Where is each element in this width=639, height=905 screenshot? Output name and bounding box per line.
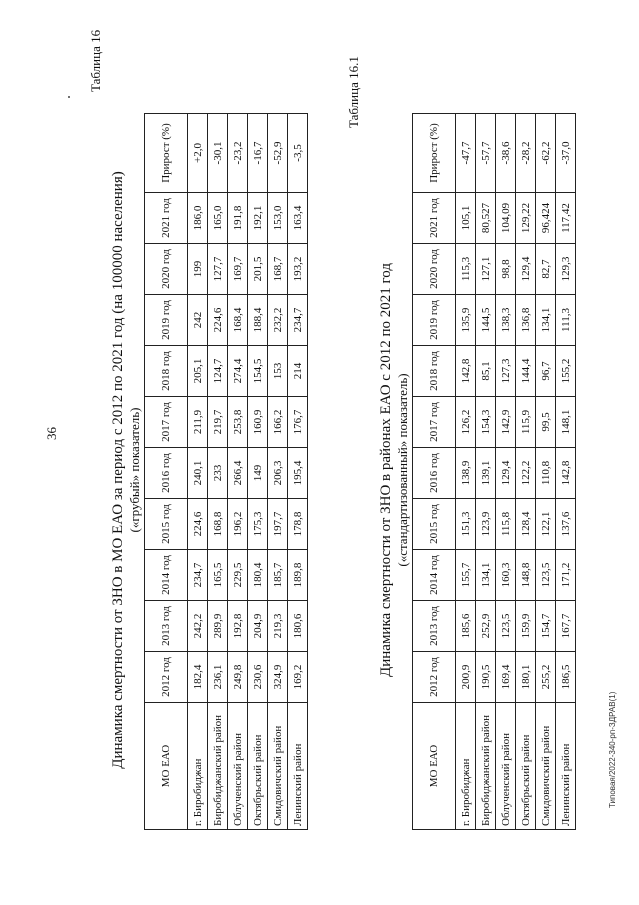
table-cell: 253,8 [228, 397, 248, 448]
table-cell: 176,7 [288, 397, 308, 448]
table-cell: 192,8 [228, 601, 248, 652]
row-label: Октябрьский район [248, 703, 268, 830]
table-cell: 122,1 [536, 499, 556, 550]
table-cell: 232,2 [268, 295, 288, 346]
header-row [145, 114, 188, 830]
table-cell: 180,1 [516, 652, 536, 703]
table-cell: 178,8 [288, 499, 308, 550]
table-cell: -37,0 [556, 114, 576, 193]
table-row [288, 114, 308, 830]
table-cell: 188,4 [248, 295, 268, 346]
table-cell: -16,7 [248, 114, 268, 193]
column-header: 2013 год [413, 601, 456, 652]
row-label: Смидовичский район [536, 703, 556, 830]
table-cell: 138,9 [456, 448, 476, 499]
table-cell: 163,4 [288, 193, 308, 244]
row-label: Биробиджанский район [208, 703, 228, 830]
table-cell: 160,9 [248, 397, 268, 448]
table-cell: 201,5 [248, 244, 268, 295]
table-cell: 195,4 [288, 448, 308, 499]
table-cell: 138,3 [496, 295, 516, 346]
table-row [456, 114, 476, 830]
table-cell: 129,4 [496, 448, 516, 499]
table-cell: 105,1 [456, 193, 476, 244]
header-row [413, 114, 456, 830]
row-label: Октябрьский район [516, 703, 536, 830]
table-cell: 192,1 [248, 193, 268, 244]
page-number: 36 [44, 427, 59, 440]
table-cell: 153 [268, 346, 288, 397]
table-cell: 249,8 [228, 652, 248, 703]
column-header: МО ЕАО [145, 703, 188, 830]
row-label: Ленинский район [288, 703, 308, 830]
table-cell: 196,2 [228, 499, 248, 550]
table-cell: 127,7 [208, 244, 228, 295]
table-cell: 96,7 [536, 346, 556, 397]
table-cell: -38,6 [496, 114, 516, 193]
table-cell: 96,424 [536, 193, 556, 244]
table-cell: 142,8 [556, 448, 576, 499]
row-label: г. Биробиджан [188, 703, 208, 830]
table-cell: 115,9 [516, 397, 536, 448]
table-cell: 240,1 [188, 448, 208, 499]
table16-title: Динамика смертности от ЗНО в МО ЕАО за период с 2012 по 2021 год (на 100000 населения) [110, 171, 126, 769]
table-row [556, 114, 576, 830]
table-cell: 134,1 [476, 550, 496, 601]
table-row [476, 114, 496, 830]
table-cell: 169,4 [496, 652, 516, 703]
table-cell: 155,2 [556, 346, 576, 397]
table-cell: 154,5 [248, 346, 268, 397]
table-cell: 129,3 [556, 244, 576, 295]
column-header: 2014 год [145, 550, 188, 601]
table-cell: 137,6 [556, 499, 576, 550]
table-cell: 165,0 [208, 193, 228, 244]
table-cell: 123,9 [476, 499, 496, 550]
table-cell: 182,4 [188, 652, 208, 703]
column-header: Прирост (%) [413, 114, 456, 193]
column-header: Прирост (%) [145, 114, 188, 193]
table-cell: 233 [208, 448, 228, 499]
table-cell: 154,3 [476, 397, 496, 448]
table-cell: -47,7 [456, 114, 476, 193]
scan-dot [68, 96, 70, 98]
table-cell: 193,2 [288, 244, 308, 295]
table-cell: 155,7 [456, 550, 476, 601]
table-cell: 167,7 [556, 601, 576, 652]
table-cell: 211,9 [188, 397, 208, 448]
table-cell: 219,7 [208, 397, 228, 448]
column-header: 2012 год [413, 652, 456, 703]
table-row [188, 114, 208, 830]
table-row [516, 114, 536, 830]
column-header: 2015 год [413, 499, 456, 550]
row-label: Облученский район [496, 703, 516, 830]
table-cell: 160,3 [496, 550, 516, 601]
table-cell: 289,9 [208, 601, 228, 652]
table-cell: 171,2 [556, 550, 576, 601]
table-cell: 197,7 [268, 499, 288, 550]
footer-code: Типовая/2022-340-рп-ЗДРАВ(1) [608, 691, 617, 808]
column-header: 2020 год [145, 244, 188, 295]
table-cell: 204,9 [248, 601, 268, 652]
table-cell: 169,7 [228, 244, 248, 295]
table-cell: 255,2 [536, 652, 556, 703]
table-cell: 123,5 [496, 601, 516, 652]
column-header: 2018 год [145, 346, 188, 397]
table-cell: 148,1 [556, 397, 576, 448]
table-cell: 191,8 [228, 193, 248, 244]
table-cell: 128,4 [516, 499, 536, 550]
column-header: 2021 год [145, 193, 188, 244]
table-cell: 110,8 [536, 448, 556, 499]
table-cell: -23,2 [228, 114, 248, 193]
column-header: МО ЕАО [413, 703, 456, 830]
table161-title: Динамика смертности от ЗНО в районах ЕАО с 2012 по 2021 год [378, 263, 394, 677]
table-cell: 169,2 [288, 652, 308, 703]
table16-label: Таблица 16 [88, 29, 103, 92]
table-cell: 219,3 [268, 601, 288, 652]
column-header: 2016 год [145, 448, 188, 499]
table-cell: 122,2 [516, 448, 536, 499]
table-cell: 166,2 [268, 397, 288, 448]
table-cell: -52,9 [268, 114, 288, 193]
table-cell: 135,9 [456, 295, 476, 346]
table-cell: -30,1 [208, 114, 228, 193]
table-cell: 175,3 [248, 499, 268, 550]
table-cell: 115,3 [456, 244, 476, 295]
column-header: 2016 год [413, 448, 456, 499]
column-header: 2018 год [413, 346, 456, 397]
column-header: 2015 год [145, 499, 188, 550]
table-cell: -3,5 [288, 114, 308, 193]
table-row [248, 114, 268, 830]
table-cell: 168,8 [208, 499, 228, 550]
table-cell: 142,9 [496, 397, 516, 448]
table-cell: -62,2 [536, 114, 556, 193]
column-header: 2021 год [413, 193, 456, 244]
table-cell: 266,4 [228, 448, 248, 499]
table-cell: 168,4 [228, 295, 248, 346]
table161-block [378, 80, 578, 860]
table-cell: 168,7 [268, 244, 288, 295]
table-row [268, 114, 288, 830]
table-cell: 104,09 [496, 193, 516, 244]
table-cell: 136,8 [516, 295, 536, 346]
table-cell: 129,22 [516, 193, 536, 244]
table-cell: 274,4 [228, 346, 248, 397]
table-cell: 185,6 [456, 601, 476, 652]
table-cell: 111,3 [556, 295, 576, 346]
row-label: Ленинский район [556, 703, 576, 830]
table-cell: 82,7 [536, 244, 556, 295]
row-label: Биробиджанский район [476, 703, 496, 830]
table-cell: 139,1 [476, 448, 496, 499]
table-cell: 189,8 [288, 550, 308, 601]
table-cell: 151,3 [456, 499, 476, 550]
table-cell: 142,8 [456, 346, 476, 397]
table-row [208, 114, 228, 830]
table-cell: 129,4 [516, 244, 536, 295]
table-cell: 127,1 [476, 244, 496, 295]
table-cell: 165,5 [208, 550, 228, 601]
table-cell: 190,5 [476, 652, 496, 703]
column-header: 2020 год [413, 244, 456, 295]
table16 [144, 113, 308, 830]
table-cell: 200,9 [456, 652, 476, 703]
table-cell: 224,6 [188, 499, 208, 550]
table-cell: 242 [188, 295, 208, 346]
table-cell: 144,4 [516, 346, 536, 397]
table-cell: 80,527 [476, 193, 496, 244]
table-cell: 115,8 [496, 499, 516, 550]
table16-subtitle: («грубый» показатель) [127, 407, 142, 533]
table161 [412, 113, 576, 830]
table-cell: 149 [248, 448, 268, 499]
row-label: Облученский район [228, 703, 248, 830]
table-cell: 180,4 [248, 550, 268, 601]
table-cell: 148,8 [516, 550, 536, 601]
table-cell: 324,9 [268, 652, 288, 703]
table-cell: 230,6 [248, 652, 268, 703]
row-label: Смидовичский район [268, 703, 288, 830]
table-cell: 185,7 [268, 550, 288, 601]
column-header: 2017 год [145, 397, 188, 448]
table-cell: 126,2 [456, 397, 476, 448]
table-cell: 234,7 [288, 295, 308, 346]
table-cell: +2,0 [188, 114, 208, 193]
table-cell: 224,6 [208, 295, 228, 346]
table-row [228, 114, 248, 830]
table-cell: 205,1 [188, 346, 208, 397]
table-cell: 242,2 [188, 601, 208, 652]
table-row [536, 114, 556, 830]
table-cell: 236,1 [208, 652, 228, 703]
table-cell: 134,1 [536, 295, 556, 346]
column-header: 2013 год [145, 601, 188, 652]
table-cell: 123,5 [536, 550, 556, 601]
table-cell: 159,9 [516, 601, 536, 652]
table-cell: 229,5 [228, 550, 248, 601]
table-cell: 206,3 [268, 448, 288, 499]
table161-subtitle: («стандартизованный» показатель) [395, 373, 410, 567]
row-label: г. Биробиджан [456, 703, 476, 830]
table-cell: 186,0 [188, 193, 208, 244]
table-cell: 99,5 [536, 397, 556, 448]
table-cell: 153,0 [268, 193, 288, 244]
table-cell: -57,7 [476, 114, 496, 193]
table-cell: 214 [288, 346, 308, 397]
table-cell: 234,7 [188, 550, 208, 601]
column-header: 2012 год [145, 652, 188, 703]
table-cell: -28,2 [516, 114, 536, 193]
column-header: 2014 год [413, 550, 456, 601]
table-cell: 85,1 [476, 346, 496, 397]
table-cell: 199 [188, 244, 208, 295]
table161-label: Таблица 16.1 [346, 56, 361, 128]
table-cell: 154,7 [536, 601, 556, 652]
table-cell: 144,5 [476, 295, 496, 346]
table-cell: 180,6 [288, 601, 308, 652]
column-header: 2019 год [413, 295, 456, 346]
column-header: 2019 год [145, 295, 188, 346]
table-cell: 117,42 [556, 193, 576, 244]
table-cell: 252,9 [476, 601, 496, 652]
table-cell: 98,8 [496, 244, 516, 295]
table-cell: 186,5 [556, 652, 576, 703]
table-row [496, 114, 516, 830]
table-cell: 124,7 [208, 346, 228, 397]
table-cell: 127,3 [496, 346, 516, 397]
column-header: 2017 год [413, 397, 456, 448]
table16-block [110, 80, 310, 860]
